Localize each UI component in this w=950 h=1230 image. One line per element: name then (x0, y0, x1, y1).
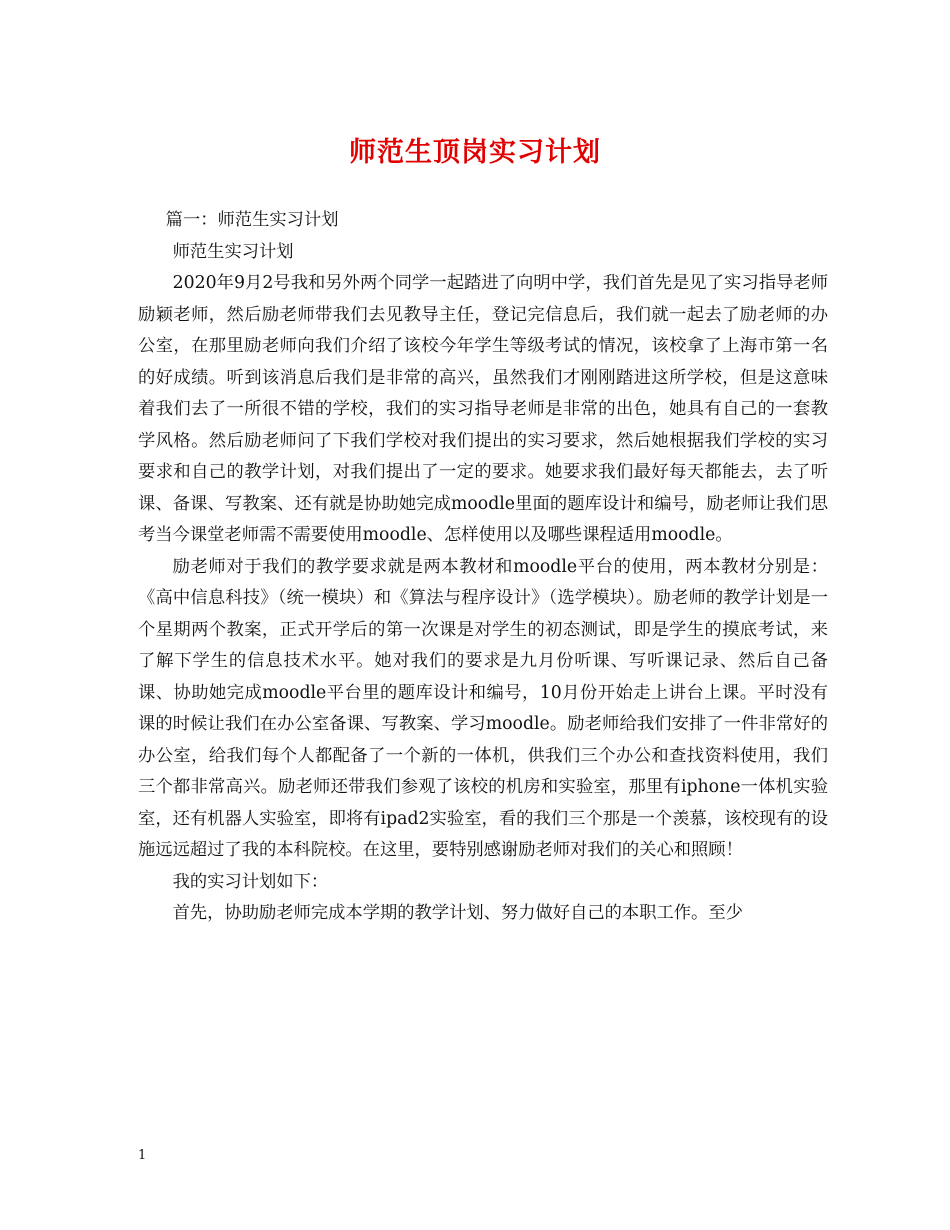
body-paragraph-4: 首先，协助励老师完成本学期的教学计划、努力做好自己的本职工作。至少 (172, 903, 743, 923)
body-paragraph-1: 2020年9月2号我和另外两个同学一起踏进了向明中学，我们首先是见了实习指导老师励颖老师，然后励老师带我们去见教导主任，登记完信息后，我们就一起去了励老师的办公室，在那里励老师向我们介绍了该校今年学生等级考试的情况，该校拿了上海市第一名的好成绩。听到该消息后我们是非常的高兴，虽然我们才刚刚踏进这所学校，但是这意味着我们去了一所很不错的学校，我们的实习指导老师是非常的出色，她具有自己的一套教学风格。然后励老师问了下我们学校对我们提出的实习要求，然后她根据我们学校的实习要求和自己的教学计划，对我们提出了一定的要求。她要求我们最好每天都能去，去了听课、备课、写教案、还有就是协助她完成moodle里面的题库设计和编号，励老师让我们思考当今课堂老师需不需要使用moodle、怎样使用以及哪些课程适用moodle。 (138, 273, 828, 545)
document-title: 师范生顶岗实习计划 (349, 137, 601, 168)
document-body (138, 205, 828, 930)
section-heading: 篇一：师范生实习计划 (165, 210, 339, 230)
page-number: 1 (138, 1148, 147, 1163)
sub-heading: 师范生实习计划 (172, 241, 294, 262)
body-paragraph-3: 我的实习计划如下： (172, 871, 329, 892)
body-paragraph-2: 励老师对于我们的教学要求就是两本教材和moodle平台的使用，两本教材分别是：《高中信息科技》（统一模块）和《算法与程序设计》（选学模块）。励老师的教学计划是一个星期两个教案，正式开学后的第一次课是对学生的初态测试，即是学生的摸底考试，来了解下学生的信息技术水平。她对我们的要求是九月份听课、写听课记录、然后自己备课、协助她完成moodle平台里的题库设计和编号，10月份开始走上讲台上课。平时没有课的时候让我们在办公室备课、写教案、学习moodle。励老师给我们安排了一件非常好的办公室，给我们每个人都配备了一个新的一体机，供我们三个办公和查找资料使用，我们三个都非常高兴。励老师还带我们参观了该校的机房和实验室，那里有iphone一体机实验室，还有机器人实验室，即将有ipad2实验室，看的我们三个那是一个羡慕，该校现有的设施远远超过了我的本科院校。在这里，要特别感谢励老师对我们的关心和照顾！ (138, 556, 828, 860)
